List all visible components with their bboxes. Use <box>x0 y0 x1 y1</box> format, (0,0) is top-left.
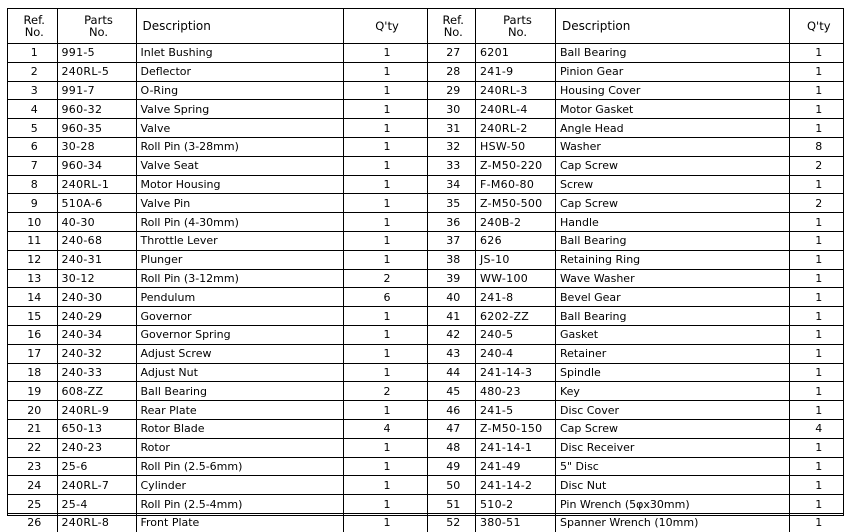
part-no-cell: 6201 <box>476 44 556 63</box>
description-cell: Rotor Blade <box>136 419 343 438</box>
description-header: Description <box>136 9 343 44</box>
description-cell: Roll Pin (3-28mm) <box>136 137 343 156</box>
part-no-cell: 40-30 <box>57 213 136 232</box>
description-cell: Pin Wrench (5φx30mm) <box>556 495 790 514</box>
part-no-cell: 240RL-8 <box>57 513 136 531</box>
table-row <box>428 250 844 269</box>
qty-cell: 8 <box>790 137 844 156</box>
ref-no-cell: 15 <box>8 307 57 326</box>
ref-no-cell: 41 <box>428 307 476 326</box>
table-row <box>428 344 844 363</box>
qty-cell: 1 <box>790 250 844 269</box>
ref-no-cell: 23 <box>8 457 57 476</box>
qty-cell: 1 <box>343 100 427 119</box>
ref-no-cell: 18 <box>8 363 57 382</box>
qty-cell: 1 <box>343 457 427 476</box>
qty-cell: 1 <box>790 213 844 232</box>
table-row <box>428 231 844 250</box>
table-row <box>8 194 427 213</box>
description-cell: Disc Nut <box>556 476 790 495</box>
ref-no-cell: 20 <box>8 401 57 420</box>
ref-no-cell: 21 <box>8 419 57 438</box>
table-row <box>8 81 427 100</box>
qty-cell: 1 <box>343 325 427 344</box>
qty-cell: 2 <box>343 269 427 288</box>
part-no-cell: 240RL-1 <box>57 175 136 194</box>
part-no-cell: 241-14-3 <box>476 363 556 382</box>
description-cell: Rear Plate <box>136 401 343 420</box>
ref-no-cell: 33 <box>428 156 476 175</box>
table-row <box>8 457 427 476</box>
part-no-cell: 240B-2 <box>476 213 556 232</box>
qty-cell: 1 <box>790 119 844 138</box>
parts-table-right <box>428 9 844 532</box>
ref-no-cell: 13 <box>8 269 57 288</box>
table-row <box>8 344 427 363</box>
qty-cell: 1 <box>343 156 427 175</box>
description-cell: Spindle <box>556 363 790 382</box>
qty-cell: 2 <box>790 156 844 175</box>
qty-cell: 1 <box>343 62 427 81</box>
part-no-cell: 240-5 <box>476 325 556 344</box>
ref-no-cell: 31 <box>428 119 476 138</box>
parts-no-header: Parts No. <box>57 9 136 44</box>
qty-cell: 4 <box>343 419 427 438</box>
description-cell: O-Ring <box>136 81 343 100</box>
qty-cell: 1 <box>343 476 427 495</box>
ref-no-cell: 27 <box>428 44 476 63</box>
table-row <box>8 156 427 175</box>
qty-cell: 1 <box>790 269 844 288</box>
part-no-cell: 30-12 <box>57 269 136 288</box>
qty-cell: 1 <box>343 307 427 326</box>
ref-no-cell: 6 <box>8 137 57 156</box>
part-no-cell: 30-28 <box>57 137 136 156</box>
description-cell: Cap Screw <box>556 419 790 438</box>
qty-cell: 1 <box>790 288 844 307</box>
part-no-cell: 240-30 <box>57 288 136 307</box>
table-row <box>8 495 427 514</box>
part-no-cell: 240RL-5 <box>57 62 136 81</box>
description-cell: Valve Pin <box>136 194 343 213</box>
part-no-cell: HSW-50 <box>476 137 556 156</box>
part-no-cell: 960-32 <box>57 100 136 119</box>
ref-no-cell: 44 <box>428 363 476 382</box>
qty-cell: 1 <box>790 363 844 382</box>
description-cell: Roll Pin (4-30mm) <box>136 213 343 232</box>
qty-cell: 1 <box>343 137 427 156</box>
description-cell: Disc Cover <box>556 401 790 420</box>
table-row <box>8 288 427 307</box>
qty-cell: 1 <box>790 344 844 363</box>
table-row <box>8 269 427 288</box>
table-row <box>428 457 844 476</box>
part-no-cell: 240-31 <box>57 250 136 269</box>
ref-no-cell: 38 <box>428 250 476 269</box>
table-row <box>8 476 427 495</box>
description-cell: Screw <box>556 175 790 194</box>
qty-cell: 6 <box>343 288 427 307</box>
table-row <box>8 250 427 269</box>
qty-cell: 2 <box>343 382 427 401</box>
table-row <box>8 307 427 326</box>
ref-no-cell: 48 <box>428 438 476 457</box>
part-no-cell: JS-10 <box>476 250 556 269</box>
table-row <box>8 231 427 250</box>
qty-cell: 1 <box>790 457 844 476</box>
qty-cell: 1 <box>343 250 427 269</box>
ref-no-cell: 51 <box>428 495 476 514</box>
qty-cell: 1 <box>343 438 427 457</box>
ref-no-cell: 42 <box>428 325 476 344</box>
description-cell: Ball Bearing <box>556 231 790 250</box>
table-row <box>428 175 844 194</box>
table-row <box>428 194 844 213</box>
qty-cell: 4 <box>790 419 844 438</box>
parts-table-left-body <box>8 44 427 532</box>
table-row <box>8 513 427 531</box>
description-cell: Gasket <box>556 325 790 344</box>
part-no-cell: 240-32 <box>57 344 136 363</box>
table-row <box>8 382 427 401</box>
ref-no-cell: 22 <box>8 438 57 457</box>
qty-cell: 1 <box>343 119 427 138</box>
part-no-cell: 241-8 <box>476 288 556 307</box>
description-cell: Cap Screw <box>556 194 790 213</box>
part-no-cell: Z-M50-500 <box>476 194 556 213</box>
table-row <box>428 382 844 401</box>
part-no-cell: 960-35 <box>57 119 136 138</box>
part-no-cell: 240-33 <box>57 363 136 382</box>
description-cell: Pendulum <box>136 288 343 307</box>
ref-no-cell: 30 <box>428 100 476 119</box>
qty-cell: 1 <box>343 213 427 232</box>
description-cell: Wave Washer <box>556 269 790 288</box>
ref-no-cell: 12 <box>8 250 57 269</box>
description-cell: Retainer <box>556 344 790 363</box>
qty-cell: 1 <box>790 382 844 401</box>
table-row <box>428 438 844 457</box>
description-header: Description <box>556 9 790 44</box>
description-cell: Throttle Lever <box>136 231 343 250</box>
part-no-cell: 240RL-4 <box>476 100 556 119</box>
description-cell: Deflector <box>136 62 343 81</box>
description-cell: Ball Bearing <box>136 382 343 401</box>
part-no-cell: 608-ZZ <box>57 382 136 401</box>
table-row <box>428 44 844 63</box>
part-no-cell: 241-49 <box>476 457 556 476</box>
ref-no-header: Ref. No. <box>428 9 476 44</box>
qty-cell: 1 <box>790 476 844 495</box>
qty-cell: 1 <box>790 231 844 250</box>
description-cell: Spanner Wrench (10mm) <box>556 513 790 531</box>
ref-no-cell: 26 <box>8 513 57 531</box>
ref-no-cell: 25 <box>8 495 57 514</box>
part-no-cell: 510-2 <box>476 495 556 514</box>
ref-no-cell: 24 <box>8 476 57 495</box>
qty-cell: 1 <box>343 344 427 363</box>
description-cell: Rotor <box>136 438 343 457</box>
description-cell: Valve Spring <box>136 100 343 119</box>
description-cell: Front Plate <box>136 513 343 531</box>
ref-no-cell: 19 <box>8 382 57 401</box>
ref-no-cell: 11 <box>8 231 57 250</box>
parts-no-header: Parts No. <box>476 9 556 44</box>
qty-cell: 1 <box>343 194 427 213</box>
part-no-cell: 240RL-9 <box>57 401 136 420</box>
part-no-cell: 991-5 <box>57 44 136 63</box>
qty-cell: 1 <box>343 175 427 194</box>
part-no-cell: 240-68 <box>57 231 136 250</box>
table-row <box>428 100 844 119</box>
part-no-cell: 241-9 <box>476 62 556 81</box>
ref-no-cell: 43 <box>428 344 476 363</box>
ref-no-cell: 45 <box>428 382 476 401</box>
table-row <box>8 401 427 420</box>
ref-no-cell: 52 <box>428 513 476 531</box>
ref-no-cell: 46 <box>428 401 476 420</box>
part-no-cell: 380-51 <box>476 513 556 531</box>
table-row <box>8 119 427 138</box>
part-no-cell: 240RL-2 <box>476 119 556 138</box>
qty-cell: 1 <box>383 516 391 530</box>
table-row <box>428 81 844 100</box>
description-cell: Cap Screw <box>556 156 790 175</box>
ref-no-cell: 17 <box>8 344 57 363</box>
description-cell: Pinion Gear <box>556 62 790 81</box>
ref-no-cell: 3 <box>8 81 57 100</box>
description-cell: Motor Housing <box>136 175 343 194</box>
table-row <box>428 62 844 81</box>
qty-header: Q'ty <box>343 9 427 44</box>
description-cell: Handle <box>556 213 790 232</box>
table-row <box>428 137 844 156</box>
description-cell: Governor Spring <box>136 325 343 344</box>
qty-cell: 1 <box>790 44 844 63</box>
qty-cell: 1 <box>343 231 427 250</box>
description-cell: Motor Gasket <box>556 100 790 119</box>
ref-no-cell: 16 <box>8 325 57 344</box>
ref-no-cell: 36 <box>428 213 476 232</box>
table-row <box>428 513 844 531</box>
part-no-cell: 240-23 <box>57 438 136 457</box>
ref-no-cell: 9 <box>8 194 57 213</box>
description-cell: Plunger <box>136 250 343 269</box>
part-no-cell: 241-14-1 <box>476 438 556 457</box>
ref-no-cell: 10 <box>8 213 57 232</box>
description-cell: Key <box>556 382 790 401</box>
ref-no-cell: 40 <box>428 288 476 307</box>
table-row <box>428 156 844 175</box>
description-cell: Retaining Ring <box>556 250 790 269</box>
table-row <box>428 307 844 326</box>
ref-no-cell: 50 <box>428 476 476 495</box>
part-no-cell: Z-M50-220 <box>476 156 556 175</box>
qty-cell: 1 <box>790 81 844 100</box>
ref-no-header: Ref. No. <box>8 9 57 44</box>
part-no-cell: 510A-6 <box>57 194 136 213</box>
part-no-cell: F-M60-80 <box>476 175 556 194</box>
part-no-cell: 480-23 <box>476 382 556 401</box>
qty-cell: 1 <box>790 325 844 344</box>
part-no-cell: WW-100 <box>476 269 556 288</box>
table-row <box>8 213 427 232</box>
description-cell: 5" Disc <box>556 457 790 476</box>
ref-no-cell: 32 <box>428 137 476 156</box>
description-cell: Angle Head <box>556 119 790 138</box>
description-cell: Disc Receiver <box>556 438 790 457</box>
table-row <box>428 325 844 344</box>
part-no-cell: 991-7 <box>57 81 136 100</box>
table-row <box>428 213 844 232</box>
description-cell: Bevel Gear <box>556 288 790 307</box>
part-no-cell: 25-6 <box>57 457 136 476</box>
parts-table-left <box>8 9 428 532</box>
ref-no-cell: 5 <box>8 119 57 138</box>
ref-no-cell: 39 <box>428 269 476 288</box>
qty-cell: 1 <box>790 307 844 326</box>
table-row <box>8 100 427 119</box>
part-no-cell: 25-4 <box>57 495 136 514</box>
qty-cell: 1 <box>790 438 844 457</box>
qty-cell: 1 <box>790 401 844 420</box>
part-no-cell: 650-13 <box>57 419 136 438</box>
ref-no-cell: 1 <box>8 44 57 63</box>
table-row <box>428 363 844 382</box>
qty-header: Q'ty <box>790 9 844 44</box>
part-no-cell: 960-34 <box>57 156 136 175</box>
table-row <box>428 119 844 138</box>
table-row <box>8 62 427 81</box>
qty-cell: 1 <box>343 363 427 382</box>
part-no-cell: 240-29 <box>57 307 136 326</box>
table-row <box>8 137 427 156</box>
description-cell: Valve Seat <box>136 156 343 175</box>
part-no-cell: 240RL-3 <box>476 81 556 100</box>
table-row <box>8 419 427 438</box>
part-no-cell: 240-4 <box>476 344 556 363</box>
ref-no-cell: 14 <box>8 288 57 307</box>
qty-cell: 1 <box>790 495 844 514</box>
header-row <box>428 9 844 44</box>
table-row <box>428 288 844 307</box>
table-row <box>8 438 427 457</box>
qty-cell: 1 <box>343 81 427 100</box>
part-no-cell: 240RL-7 <box>57 476 136 495</box>
description-cell: Adjust Screw <box>136 344 343 363</box>
parts-table-right-body <box>428 44 844 532</box>
qty-cell: 1 <box>790 62 844 81</box>
qty-cell: 1 <box>343 401 427 420</box>
qty-cell: 1 <box>790 175 844 194</box>
table-row <box>428 476 844 495</box>
ref-no-cell: 8 <box>8 175 57 194</box>
table-row <box>8 44 427 63</box>
table-row <box>8 325 427 344</box>
ref-no-cell: 37 <box>428 231 476 250</box>
ref-no-cell: 47 <box>428 419 476 438</box>
qty-cell: 1 <box>790 100 844 119</box>
ref-no-cell: 35 <box>428 194 476 213</box>
ref-no-cell: 2 <box>8 62 57 81</box>
description-cell: Roll Pin (2.5-6mm) <box>136 457 343 476</box>
description-cell: Governor <box>136 307 343 326</box>
table-row <box>428 401 844 420</box>
ref-no-cell: 4 <box>8 100 57 119</box>
qty-cell: 1 <box>815 516 823 530</box>
part-no-cell: 241-14-2 <box>476 476 556 495</box>
qty-cell: 2 <box>790 194 844 213</box>
table-row <box>8 175 427 194</box>
table-row <box>8 363 427 382</box>
table-row <box>428 495 844 514</box>
description-cell: Inlet Bushing <box>136 44 343 63</box>
part-no-cell: Z-M50-150 <box>476 419 556 438</box>
part-no-cell: 241-5 <box>476 401 556 420</box>
ref-no-cell: 49 <box>428 457 476 476</box>
qty-cell: 1 <box>343 44 427 63</box>
description-cell: Washer <box>556 137 790 156</box>
part-no-cell: 240-34 <box>57 325 136 344</box>
description-cell: Adjust Nut <box>136 363 343 382</box>
table-row <box>428 269 844 288</box>
qty-cell: 1 <box>343 495 427 514</box>
description-cell: Roll Pin (3-12mm) <box>136 269 343 288</box>
ref-no-cell: 34 <box>428 175 476 194</box>
ref-no-cell: 7 <box>8 156 57 175</box>
description-cell: Ball Bearing <box>556 44 790 63</box>
table-row <box>428 419 844 438</box>
description-cell: Ball Bearing <box>556 307 790 326</box>
part-no-cell: 626 <box>476 231 556 250</box>
header-row <box>8 9 427 44</box>
description-cell: Cylinder <box>136 476 343 495</box>
parts-list-sheet <box>7 8 844 530</box>
part-no-cell: 6202-ZZ <box>476 307 556 326</box>
description-cell: Valve <box>136 119 343 138</box>
description-cell: Housing Cover <box>556 81 790 100</box>
description-cell: Roll Pin (2.5-4mm) <box>136 495 343 514</box>
ref-no-cell: 29 <box>428 81 476 100</box>
ref-no-cell: 28 <box>428 62 476 81</box>
